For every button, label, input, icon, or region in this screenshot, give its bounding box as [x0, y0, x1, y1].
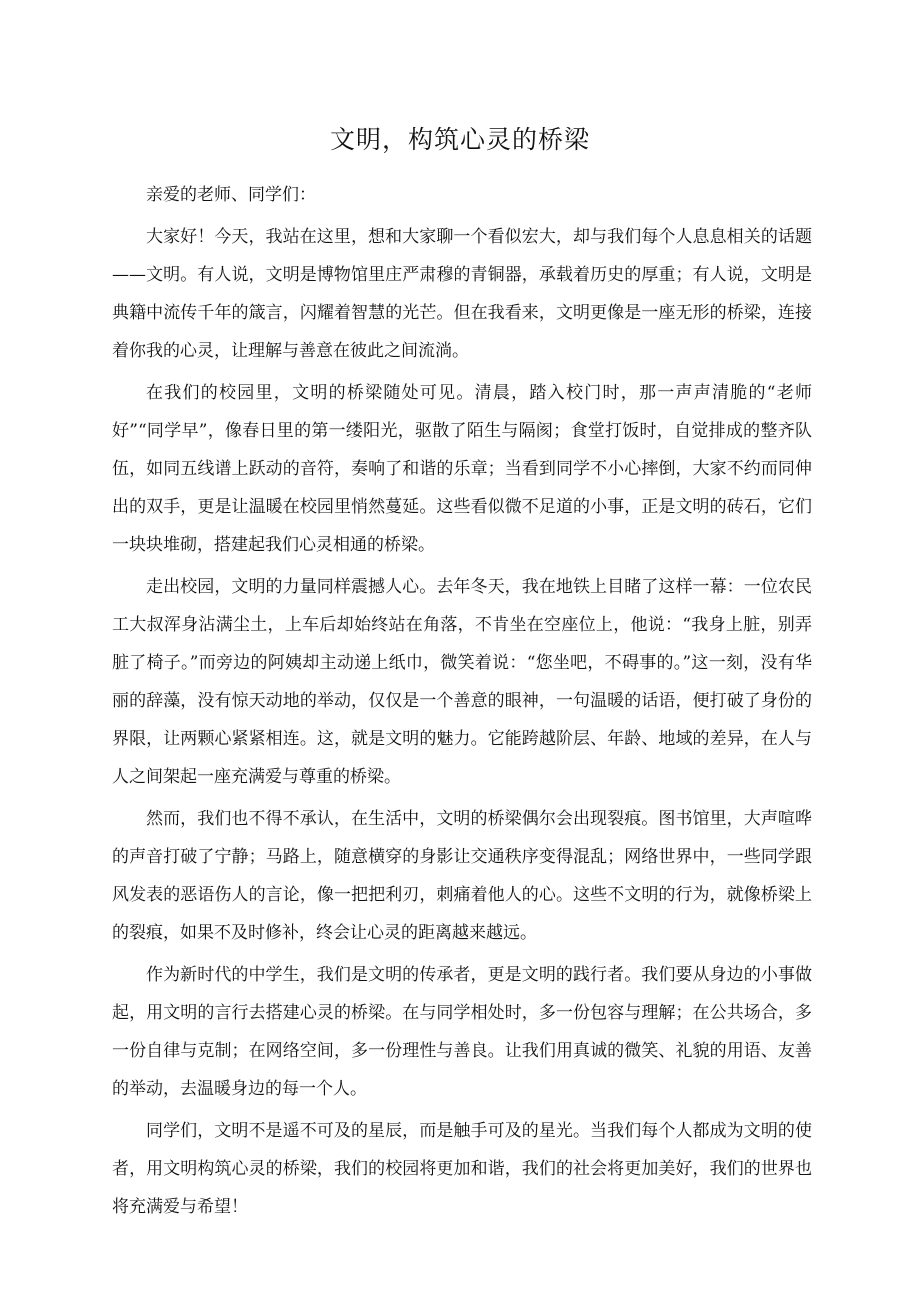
document-body: [112, 176, 812, 1226]
paragraph-6: 同学们，文明不是遥不可及的星辰，而是触手可及的星光。当我们每个人都成为文明的使者，用文明构筑心灵的桥梁，我们的校园将更加和谐，我们的社会将更加美好，我们的世界也将充满爱与希望！: [112, 1121, 812, 1217]
paragraph-2: 在我们的校园里，文明的桥梁随处可见。清晨，踏入校门时，那一声声清脆的“老师好”“同学早”，像春日里的第一缕阳光，驱散了陌生与隔阂；食堂打饭时，自觉排成的整齐队伍，如同五线谱上跃动的音符，奏响了和谐的乐章；当看到同学不小心摔倒，大家不约而同伸出的双手，更是让温暖在校园里悄然蔓延。这些看似微不足道的小事，正是文明的砖石，它们一块块堆砌，搭建起我们心灵相通的桥梁。: [112, 383, 812, 555]
document-title: 文明，构筑心灵的桥梁: [329, 125, 590, 154]
salutation: 亲爱的老师、同学们：: [146, 185, 316, 205]
paragraph-1: 大家好！今天，我站在这里，想和大家聊一个看似宏大，却与我们每个人息息相关的话题——文明。有人说，文明是博物馆里庄严肃穆的青铜器，承载着历史的厚重；有人说，文明是典籍中流传千年的箴言，闪耀着智慧的光芒。但在我看来，文明更像是一座无形的桥梁，连接着你我的心灵，让理解与善意在彼此之间流淌。: [112, 227, 812, 361]
paragraph-5: 作为新时代的中学生，我们是文明的传承者，更是文明的践行者。我们要从身边的小事做起，用文明的言行去搭建心灵的桥梁。在与同学相处时，多一份包容与理解；在公共场合，多一份自律与克制；在网络空间，多一份理性与善良。让我们用真诚的微笑、礼貌的用语、友善的举动，去温暖身边的每一个人。: [112, 965, 812, 1099]
paragraph-3: 走出校园，文明的力量同样震撼人心。去年冬天，我在地铁上目睹了这样一幕：一位农民工大叔浑身沾满尘土，上车后却始终站在角落，不肯坐在空座位上，他说：“我身上脏，别弄脏了椅子。”而旁边的阿姨却主动递上纸巾，微笑着说：“您坐吧，不碍事的。”这一刻，没有华丽的辞藻，没有惊天动地的举动，仅仅是一个善意的眼神，一句温暖的话语，便打破了身份的界限，让两颗心紧紧相连。这，就是文明的魅力。它能跨越阶层、年龄、地域的差异，在人与人之间架起一座充满爱与尊重的桥梁。: [112, 577, 812, 787]
paragraph-4: 然而，我们也不得不承认，在生活中，文明的桥梁偶尔会出现裂痕。图书馆里，大声喧哗的声音打破了宁静；马路上，随意横穿的身影让交通秩序变得混乱；网络世界中，一些同学跟风发表的恶语伤人的言论，像一把把利刃，刺痛着他人的心。这些不文明的行为，就像桥梁上的裂痕，如果不及时修补，终会让心灵的距离越来越远。: [112, 809, 812, 943]
